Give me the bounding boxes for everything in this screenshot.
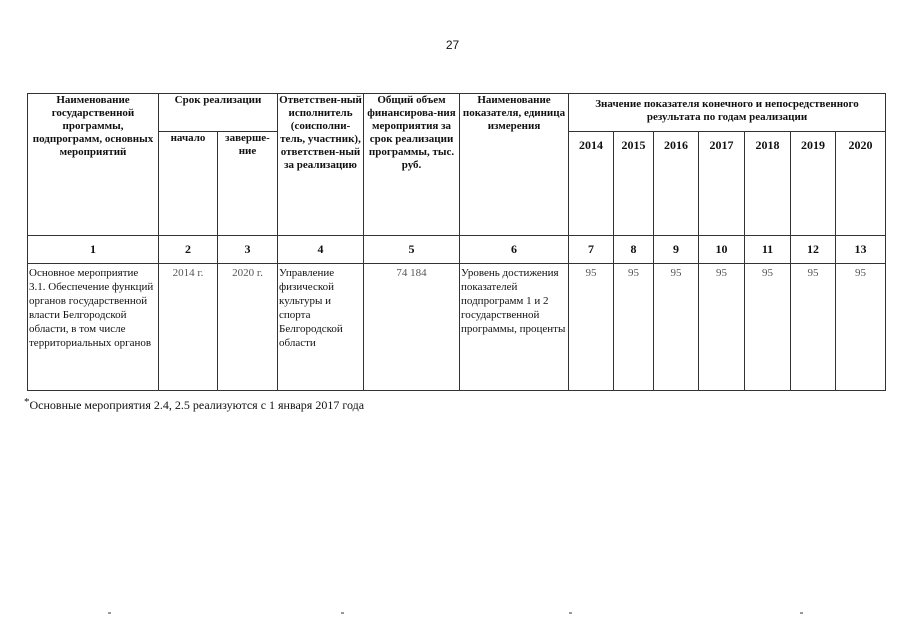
row-start: 2014 г. bbox=[159, 264, 218, 391]
column-number: 12 bbox=[791, 236, 836, 264]
column-number: 10 bbox=[699, 236, 745, 264]
row-value: 95 bbox=[745, 264, 791, 391]
header-indicator: Наименование показателя, единица измерения bbox=[460, 94, 569, 236]
row-end: 2020 г. bbox=[218, 264, 278, 391]
header-values-group: Значение показателя конечного и непосредственного результата по годам реализации bbox=[569, 94, 886, 132]
program-measures-table bbox=[27, 93, 886, 391]
row-value: 95 bbox=[614, 264, 654, 391]
header-year: 2018 bbox=[745, 132, 791, 236]
header-period-end: заверше-ние bbox=[218, 132, 278, 236]
column-number: 7 bbox=[569, 236, 614, 264]
scan-speck bbox=[569, 612, 572, 614]
header-year: 2014 bbox=[569, 132, 614, 236]
header-year: 2015 bbox=[614, 132, 654, 236]
column-number: 11 bbox=[745, 236, 791, 264]
row-indicator: Уровень достижения показателей подпрограмм 1 и 2 государственной программы, проценты bbox=[460, 264, 569, 391]
page-number: 27 bbox=[445, 38, 460, 52]
header-year: 2020 bbox=[836, 132, 886, 236]
column-number: 3 bbox=[218, 236, 278, 264]
column-number: 5 bbox=[364, 236, 460, 264]
row-executor: Управление физической культуры и спорта Белгородской области bbox=[278, 264, 364, 391]
row-value: 95 bbox=[836, 264, 886, 391]
column-number: 6 bbox=[460, 236, 569, 264]
table-row bbox=[28, 264, 886, 391]
row-value: 95 bbox=[791, 264, 836, 391]
header-period-start: начало bbox=[159, 132, 218, 236]
header-period: Срок реализации bbox=[159, 94, 278, 132]
column-number: 8 bbox=[614, 236, 654, 264]
footnote bbox=[24, 398, 364, 413]
row-value: 95 bbox=[654, 264, 699, 391]
header-name: Наименование государственной программы, подпрограмм, основных мероприятий bbox=[28, 94, 159, 236]
header-year: 2016 bbox=[654, 132, 699, 236]
footnote-mark: * bbox=[24, 396, 30, 408]
scan-speck bbox=[108, 612, 111, 614]
column-number: 13 bbox=[836, 236, 886, 264]
column-number: 4 bbox=[278, 236, 364, 264]
row-name: Основное мероприятие 3.1. Обеспечение функций органов государственной власти Белгородской области, в том числе территориальных органов bbox=[28, 264, 159, 391]
scan-speck bbox=[800, 612, 803, 614]
header-year: 2019 bbox=[791, 132, 836, 236]
column-number: 2 bbox=[159, 236, 218, 264]
header-financing: Общий объем финансирова-ния мероприятия за срок реализации программы, тыс. руб. bbox=[364, 94, 460, 236]
header-year: 2017 bbox=[699, 132, 745, 236]
column-number: 1 bbox=[28, 236, 159, 264]
header-executor: Ответствен-ный исполнитель (соисполни-тель, участник), ответствен-ный за реализацию bbox=[278, 94, 364, 236]
footnote-text: Основные мероприятия 2.4, 2.5 реализуются с 1 января 2017 года bbox=[29, 398, 365, 412]
row-value: 95 bbox=[569, 264, 614, 391]
column-number: 9 bbox=[654, 236, 699, 264]
scan-speck bbox=[341, 612, 344, 614]
row-value: 95 bbox=[699, 264, 745, 391]
row-financing: 74 184 bbox=[364, 264, 460, 391]
